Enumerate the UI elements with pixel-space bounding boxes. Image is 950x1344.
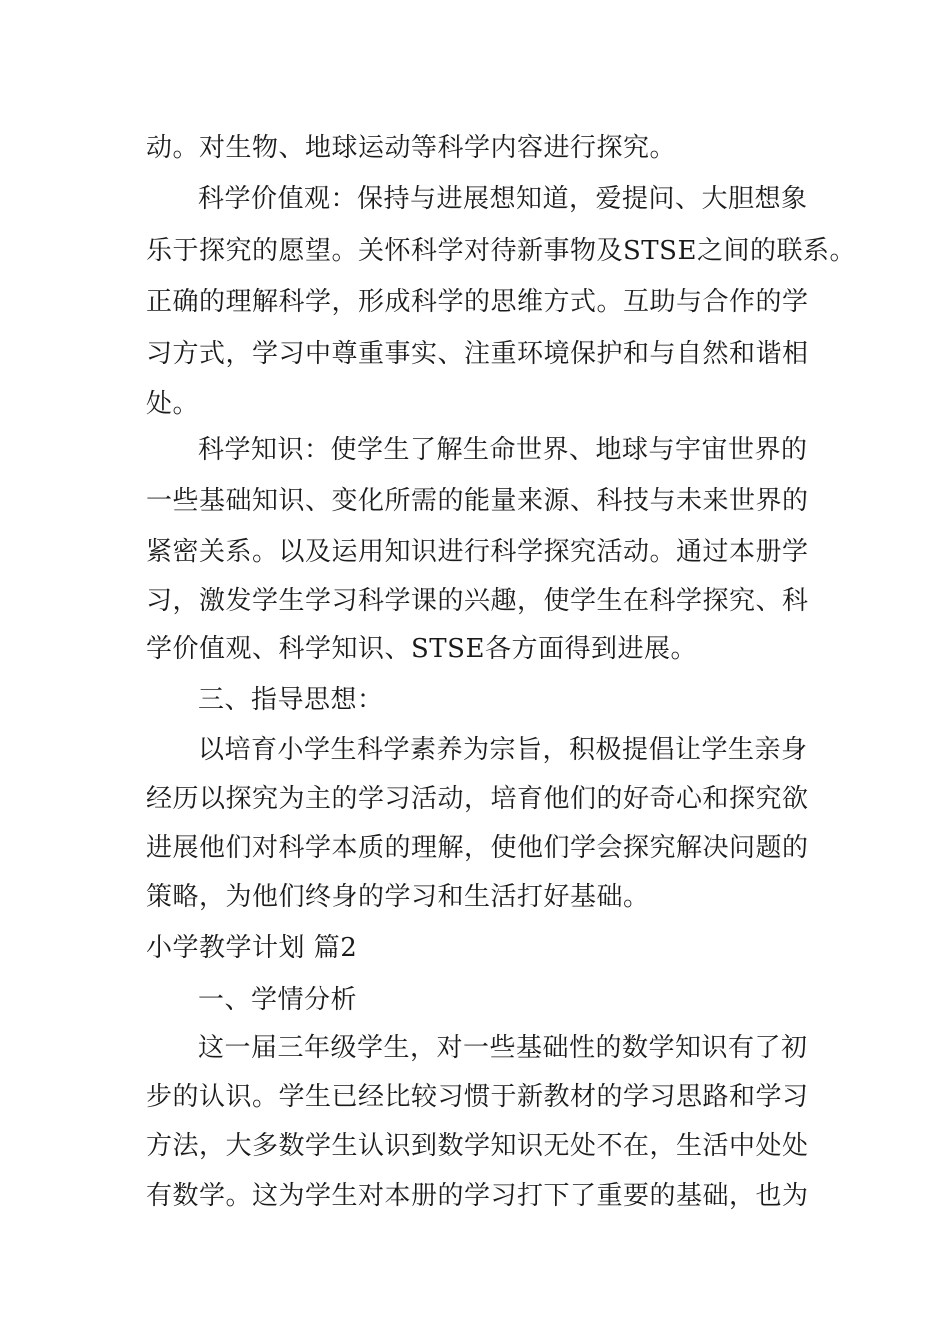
text-line: 动。对生物、地球运动等科学内容进行探究。 bbox=[146, 133, 677, 163]
text-line: 乐于探究的愿望。关怀科学对待新事物及STSE之间的联系。 bbox=[146, 236, 856, 266]
text-line: 习，激发学生学习科学课的兴趣，使学生在科学探究、科 bbox=[146, 586, 809, 616]
document-title: 小学教学计划 篇2 bbox=[146, 933, 358, 963]
section-heading: 三、指导思想： bbox=[198, 685, 384, 715]
text-line: 科学知识：使学生了解生命世界、地球与宇宙世界的 bbox=[198, 435, 808, 465]
text-line: 这一届三年级学生，对一些基础性的数学知识有了初 bbox=[198, 1033, 808, 1063]
text-line: 正确的理解科学，形成科学的思维方式。互助与合作的学 bbox=[146, 287, 809, 317]
text-line: 一些基础知识、变化所需的能量来源、科技与未来世界的 bbox=[146, 486, 809, 516]
text-line: 进展他们对科学本质的理解，使他们学会探究解决问题的 bbox=[146, 833, 809, 863]
text-line: 学价值观、科学知识、STSE各方面得到进展。 bbox=[146, 634, 697, 664]
text-line: 步的认识。学生已经比较习惯于新教材的学习思路和学习 bbox=[146, 1082, 809, 1112]
text-line: 科学价值观：保持与进展想知道，爱提问、大胆想象 bbox=[198, 184, 808, 214]
section-heading: 一、学情分析 bbox=[198, 985, 358, 1015]
text-line: 策略，为他们终身的学习和生活打好基础。 bbox=[146, 882, 650, 912]
text-line: 以培育小学生科学素养为宗旨，积极提倡让学生亲身 bbox=[198, 735, 808, 765]
text-line: 有数学。这为学生对本册的学习打下了重要的基础，也为 bbox=[146, 1181, 809, 1211]
text-line: 习方式，学习中尊重事实、注重环境保护和与自然和谐相 bbox=[146, 339, 809, 369]
text-line: 紧密关系。以及运用知识进行科学探究活动。通过本册学 bbox=[146, 537, 809, 567]
text-line: 处。 bbox=[146, 389, 200, 419]
text-line: 方法，大多数学生认识到数学知识无处不在，生活中处处 bbox=[146, 1131, 809, 1161]
text-line: 经历以探究为主的学习活动，培育他们的好奇心和探究欲 bbox=[146, 784, 809, 814]
